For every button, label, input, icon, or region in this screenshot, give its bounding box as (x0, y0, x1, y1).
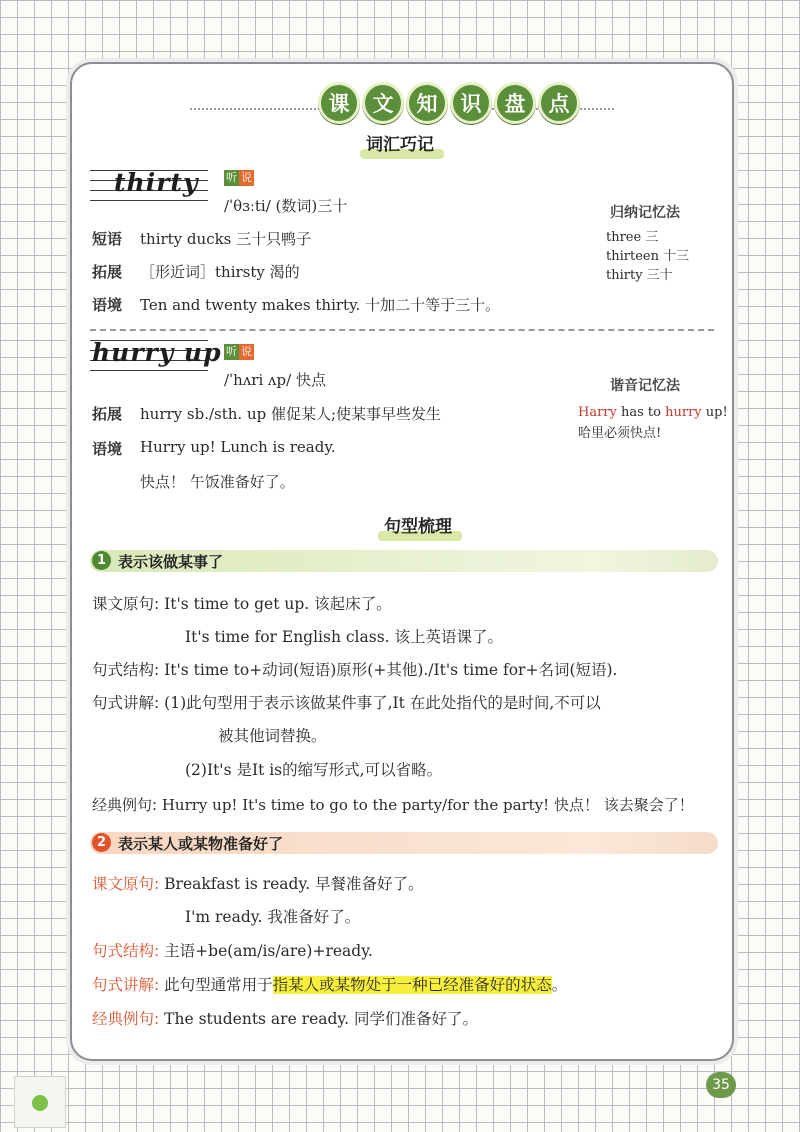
memory-method-title: 谐音记忆法 (610, 378, 680, 394)
title-divider-left (190, 108, 320, 110)
row-text: ［形近词］thirsty 渴的 (140, 263, 300, 281)
memory-method-title: 归纳记忆法 (610, 205, 680, 221)
title-char: 课 (318, 82, 360, 124)
title-char: 文 (362, 82, 404, 124)
pattern-row: 经典例句: Hurry up! It's time to go to the party/for the party! 快点！ 该去聚会了！ (92, 796, 694, 814)
row-text-translation: 快点！ 午饭准备好了。 (140, 473, 295, 491)
title-badges (318, 82, 580, 124)
qr-code-icon (14, 1076, 66, 1128)
vocab-heading: 词汇巧记 (366, 130, 434, 155)
pattern-row: 经典例句: The students are ready. 同学们准备好了。 (92, 1010, 478, 1028)
row-text: Hurry up! Lunch is ready. (140, 438, 336, 456)
phonetic-thirty: /ˈθɜːti/ (数词)三十 (224, 197, 348, 215)
listen-speak-badge: 听 说 (226, 171, 252, 184)
pattern-row: It's time for English class. 该上英语课了。 (185, 628, 504, 646)
title-char: 点 (538, 82, 580, 124)
pattern-row: 课文原句: It's time to get up. 该起床了。 (92, 595, 392, 613)
pattern-row: I'm ready. 我准备好了。 (185, 908, 361, 926)
content-card (70, 62, 734, 1061)
pattern-heading: 句型梳理 (384, 512, 452, 537)
memory-line: three 三 (606, 230, 659, 245)
pattern-row: 句式结构: It's time to+动词(短语)原形(+其他)./It's time for+名词(短语). (92, 661, 618, 679)
title-char: 盘 (494, 82, 536, 124)
title-char: 识 (450, 82, 492, 124)
pattern-row: (2)It's 是It is的缩写形式,可以省略。 (185, 761, 443, 779)
row-text: hurry sb./sth. up 催促某人;使某事早些发生 (140, 405, 442, 423)
pattern-row: 被其他词替换。 (218, 727, 327, 745)
row-text: thirty ducks 三十只鸭子 (140, 230, 312, 248)
pattern-number: 2 (92, 833, 111, 852)
title-char: 知 (406, 82, 448, 124)
pattern-number: 1 (92, 551, 111, 570)
pattern-row: 句式结构: 主语+be(am/is/are)+ready. (92, 942, 373, 960)
row-label: 拓展 (92, 263, 123, 281)
pattern-1-bar (90, 550, 718, 572)
page-title (72, 82, 732, 132)
row-label: 短语 (92, 230, 123, 248)
highlighted-text: 指某人或某物处于一种已经准备好的状态 (272, 976, 552, 994)
memory-line: Harry has to hurry up! (578, 405, 728, 420)
vocab-word-hurry-up: hurry up (92, 338, 222, 367)
pattern-2-bar (90, 832, 718, 854)
pattern-title: 表示某人或某物准备好了 (118, 835, 284, 853)
page-number: 35 (706, 1072, 736, 1098)
listen-speak-badge: 听 说 (226, 345, 252, 358)
row-label: 语境 (92, 296, 123, 314)
memory-line: thirty 三十 (606, 268, 673, 283)
row-label: 语境 (92, 440, 123, 458)
pattern-row: 课文原句: Breakfast is ready. 早餐准备好了。 (92, 875, 424, 893)
phonetic-hurry-up: /ˈhʌri ʌp/ 快点 (224, 371, 326, 389)
memory-line: 哈里必须快点! (578, 426, 662, 441)
pattern-row: 句式讲解: 此句型通常用于指某人或某物处于一种已经准备好的状态。 (92, 976, 568, 994)
row-label: 拓展 (92, 405, 123, 423)
vocab-word-thirty: thirty (114, 168, 199, 197)
pattern-row: 句式讲解: (1)此句型用于表示该做某件事了,It 在此处指代的是时间,不可以 (92, 694, 601, 712)
memory-line: thirteen 十三 (606, 249, 690, 264)
section-divider (90, 329, 714, 331)
row-text: Ten and twenty makes thirty. 十加二十等于三十。 (140, 296, 501, 314)
pattern-title: 表示该做某事了 (118, 553, 224, 571)
